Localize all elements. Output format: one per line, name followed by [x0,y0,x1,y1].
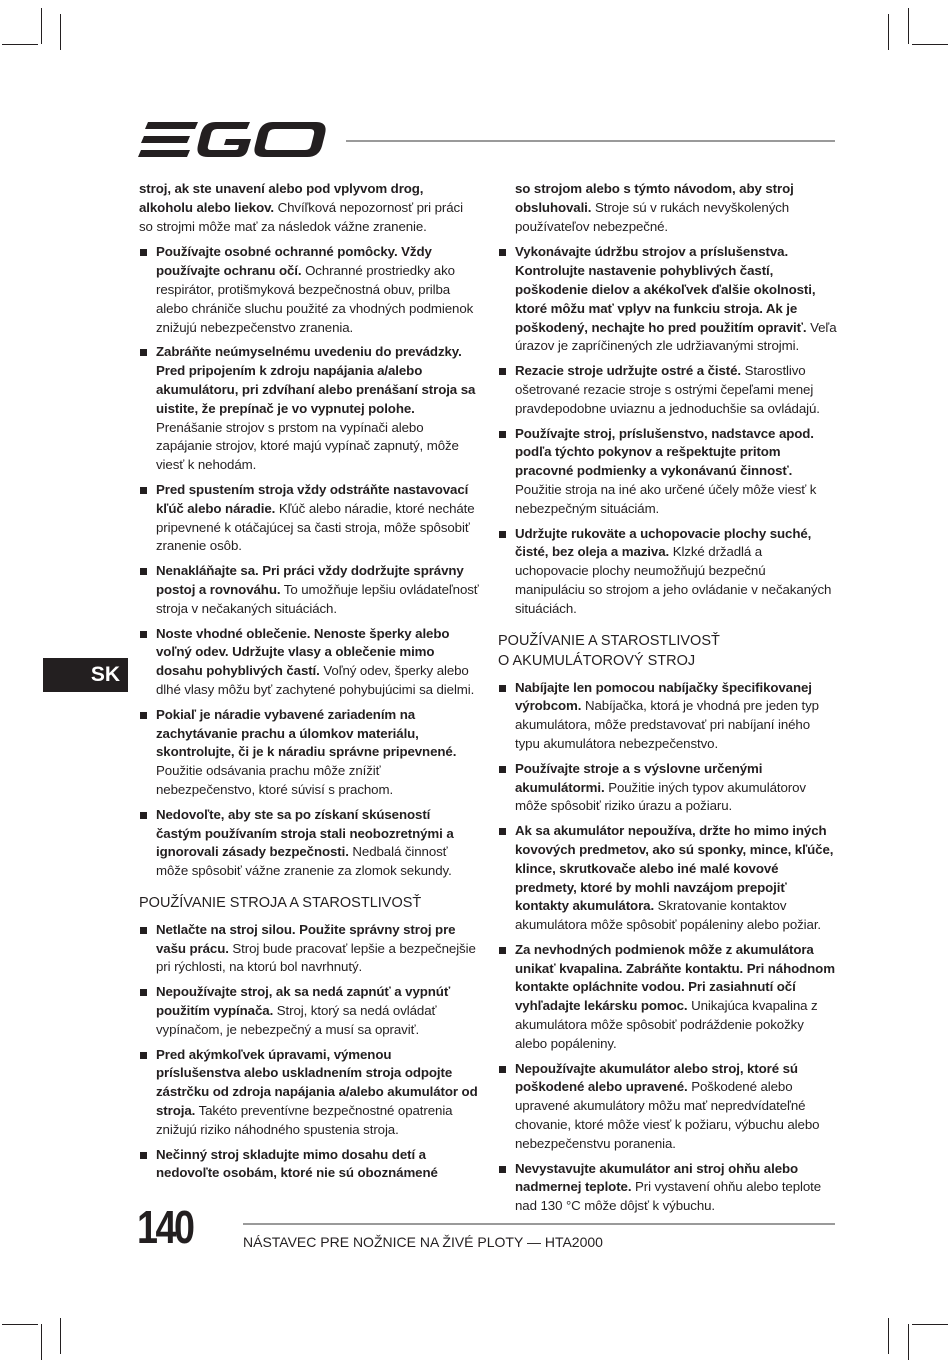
item-bold-text: Nedovoľte, aby ste sa po získaní skúseností častým používaním stroja stali neobozretnými a ignorovali zásady bezpečnosti. [156,806,454,860]
bullet-icon [499,531,506,538]
item-bold-text: Nenakláňajte sa. Pri práci vždy dodržujte správny postoj a rovnováhu. [156,563,464,597]
item-bold-text: Nevystavujte akumulátor ani stroj ohňu alebo nadmernej teplote. [515,1160,799,1195]
crop-mark [60,14,61,50]
bullet-icon [499,1066,506,1073]
item-text: Stroj, ktorý sa nedá ovládať vypínačom, je nebezpečný a musí sa opraviť. [156,1003,437,1037]
item-bold-text: Nečinný stroj skladujte mimo dosahu detí a nedovoľte osobám, ktoré nie sú oboznámené [156,1146,438,1181]
footer-title: NÁSTAVEC PRE NOŽNICE NA ŽIVÉ PLOTY — HTA2000 [243,1234,603,1250]
crop-mark [908,1324,909,1360]
item-text: Nabíjačka, ktorá je vhodná pre jeden typ akumulátora, môže predstavovať pri nabíjaní iného typu akumulátora nebezpečenstvo. [515,698,819,751]
list-item [139,625,479,700]
item-text: Prenášanie strojov s prstom na vypínači alebo zapájanie strojov, ktoré majú vypínač zapnutý, môže viesť k nehodám. [156,419,459,473]
list-item [498,1160,838,1216]
crop-mark [908,8,909,44]
bullet-icon [499,828,506,835]
item-text: Veľa úrazov je zapríčinených zle udržiavanými strojmi. [515,319,837,354]
list-item [139,343,479,475]
bullet-icon [140,989,147,996]
list-item [498,525,838,619]
section-heading-line: POUŽÍVANIE A STAROSTLIVOSŤ [498,632,720,649]
item-bold-text: Pokiaľ je náradie vybavené zariadením na zachytávanie prachu a úlomkov materiálu, skontrolujte, či je k náradiu správne pripevnené. [156,706,457,760]
section-heading [498,631,838,671]
item-text: Unikajúca kvapalina z akumulátora môže spôsobiť podráždenie pokožky alebo popáleniny. [515,998,818,1051]
ego-logo-graphic [138,119,326,161]
item-bold-text: Používajte stroj, príslušenstvo, nadstavce apod. podľa týchto pokynov a rešpektujte pritom pracovné podmienky a vykonávanú činnosť. [515,425,814,479]
item-text: Ochranné prostriedky ako respirátor, protišmyková bezpečnostná obuv, prilba alebo chrániče sluchu použité za vhodných podmienok znižujú nebezpečenstvo zranenia. [156,263,474,335]
bullet-icon [140,1152,147,1159]
list-item [498,941,838,1054]
item-bold-text: Rezacie stroje udržujte ostré a čisté. [515,363,742,379]
item-bold-text: Vykonávajte údržbu strojov a príslušenstva. Kontrolujte nastavenie pohyblivých častí, poškodenie dielov a akékoľvek ďalšie okolnosti, ktoré môžu mať vplyv na funkciu stroja. Ak je poškodený, nechajte ho pred použitím opraviť. [515,244,816,335]
list-item [139,1146,479,1184]
item-bold-text: Nepoužívajte akumulátor alebo stroj, ktoré sú poškodené alebo upravené. [515,1060,798,1095]
item-text: To umožňuje lepšiu ovládateľnosť stroja v nečakaných situáciách. [156,581,479,616]
right-column [498,180,838,1222]
footer-rule [243,1223,835,1225]
header-rule [346,140,835,142]
item-text: Stroj bude pracovať lepšie a bezpečnejšie pri rýchlosti, na ktorú bol navrhnutý. [156,940,476,975]
list-item [139,983,479,1039]
item-text: Klzké držadlá a uchopovacie plochy neumožňujú bezpečnú manipuláciu so strojom a jeho ovládanie v nečakaných situáciách. [515,544,832,616]
list-item [498,760,838,816]
bullet-icon [140,568,147,575]
bullet-icon [140,349,147,356]
item-text: Použitie odsávania prachu môže znížiť nebezpečenstvo, ktoré súvisí s prachom. [156,763,394,797]
item-text: Nedbalá činnosť môže spôsobiť vážne zranenie za zlomok sekundy. [156,844,452,879]
bullet-icon [140,487,147,494]
item-bold-text: Nepoužívajte stroj, ak sa nedá zapnúť a vypnúť použitím vypínača. [156,984,451,1019]
list-item [498,362,838,418]
bullet-icon [140,1052,147,1059]
bullet-icon [499,685,506,692]
item-text: Kľúč alebo náradie, ktoré necháte pripevnené k otáčajúcej sa časti stroja, môže spôsobiť zranenie osôb. [156,500,475,554]
item-text: Pri vystavení ohňu alebo teplote nad 130 °C môže dôjsť k výbuchu. [515,1179,822,1214]
list-item [139,481,479,556]
item-bold-text: Používajte osobné ochranné pomôcky. Vždy používajte ochranu očí. [156,244,432,279]
list-item [139,921,479,977]
crop-mark [60,1318,61,1354]
item-bold-text: Netlačte na stroj silou. Použite správny stroj pre vašu prácu. [156,921,456,956]
section-heading-line: O AKUMULÁTOROVÝ STROJ [498,652,696,669]
item-text: Použitie stroja na iné ako určené účely môže viesť k nebezpečným situáciám. [515,481,817,516]
item-bold-text: Udržujte rukoväte a uchopovacie plochy suché, čisté, bez oleja a maziva. [515,525,812,560]
continued-paragraph [139,180,479,236]
list-item [139,806,479,881]
paragraph-text: Chvíľková nepozornosť pri práci so strojmi môže mať za následok vážne zranenie. [139,199,463,234]
item-bold-text: Používajte stroje a s výslovne určenými akumulátormi. [515,760,763,795]
list-item [498,822,838,935]
bullet-icon [499,431,506,438]
list-item [498,1060,838,1154]
item-text: Skratovanie kontaktov akumulátora môže spôsobiť popáleniny alebo požiar. [515,898,822,933]
item-bold-text: Ak sa akumulátor nepoužíva, držte ho mimo iných kovových predmetov, ako sú sponky, mince, kľúče, klince, skrutkovače alebo iné malé kovové predmety, ktoré by mohli navzájom prepojiť kontakty akumulátora. [515,823,834,914]
paragraph-bold-text: so strojom alebo s týmto návodom, aby stroj obsluhovali. [515,181,794,215]
item-bold-text: Pred akýmkoľvek úpravami, výmenou príslušenstva alebo uskladnením stroja odpojte zástrčku od zdroja napájania a/alebo akumulátor od stroja. [156,1046,478,1119]
bullet-icon [140,712,147,719]
crop-mark [2,1324,38,1325]
crop-mark [41,8,42,44]
item-bold-text: Noste vhodné oblečenie. Nenoste šperky alebo voľný odev. Udržujte vlasy a oblečenie mimo dosahu pohyblivých častí. [156,625,450,679]
list-item [498,679,838,754]
bullet-icon [140,249,147,256]
crop-mark [2,44,38,45]
crop-mark [912,1324,948,1325]
bullet-icon [499,249,506,256]
list-item [139,562,479,618]
crop-mark [888,1318,889,1354]
item-text: Použitie iných typov akumulátorov môže spôsobiť riziko úrazu a požiaru. [515,779,806,814]
list-item [498,243,838,356]
bullet-icon [499,368,506,375]
crop-mark [41,1324,42,1360]
bullet-icon [499,1166,506,1173]
list-item [498,425,838,519]
item-bold-text: Nabíjajte len pomocou nabíjačky špecifikovanej výrobcom. [515,679,812,714]
page-number: 140 [137,1201,193,1253]
item-bold-text: Pred spustením stroja vždy odstráňte nastavovací kľúč alebo náradie. [156,481,469,516]
language-tab: SK [43,658,128,692]
ego-logo [138,119,326,166]
crop-mark [888,14,889,50]
item-text: Takéto preventívne bezpečnostné opatrenia znižujú riziko náhodného spustenia stroja. [156,1103,453,1137]
bullet-icon [140,812,147,819]
list-item [139,243,479,337]
item-text: Poškodené alebo upravené akumulátory môžu mať nepredvídateľné chovanie, ktoré môže viesť k požiaru, výbuchu alebo nebezpečenstvu poranenia. [515,1079,820,1151]
item-text: Voľný odev, šperky alebo dlhé vlasy môžu byť zachytené pohybujúcimi sa dielmi. [156,663,475,697]
bullet-icon [140,927,147,934]
section-heading: POUŽÍVANIE STROJA A STAROSTLIVOSŤ [139,894,422,911]
bullet-icon [499,766,506,773]
list-item [139,706,479,800]
left-column [139,180,479,1189]
paragraph-text: Stroje sú v rukách nevyškolených používateľov nebezpečné. [515,199,790,234]
list-item [139,1046,479,1140]
crop-mark [912,44,948,45]
item-bold-text: Za nevhodných podmienok môže z akumulátora unikať kvapalina. Zabráňte kontaktu. Pri náhodnom kontakte opláchnite vodou. Pri zasiahnutí očí vyhľadajte lekársku pomoc. [515,941,835,1014]
paragraph-bold-text: stroj, ak ste unavení alebo pod vplyvom drog, alkoholu alebo liekov. [139,181,424,215]
item-text: Starostlivo ošetrované rezacie stroje s ostrými čepeľami menej pravdepodobne uviaznu a jednoduchšie sa ovládajú. [515,363,820,416]
bullet-icon [140,631,147,638]
item-bold-text: Zabráňte neúmyselnému uvedeniu do prevádzky. Pred pripojením k zdroju napájania a/alebo akumulátoru, pri zdvíhaní alebo prenášaní stroja sa uistite, že prepínač je vo vypnutej polohe. [156,344,476,416]
continued-paragraph [498,180,838,236]
bullet-icon [499,947,506,954]
